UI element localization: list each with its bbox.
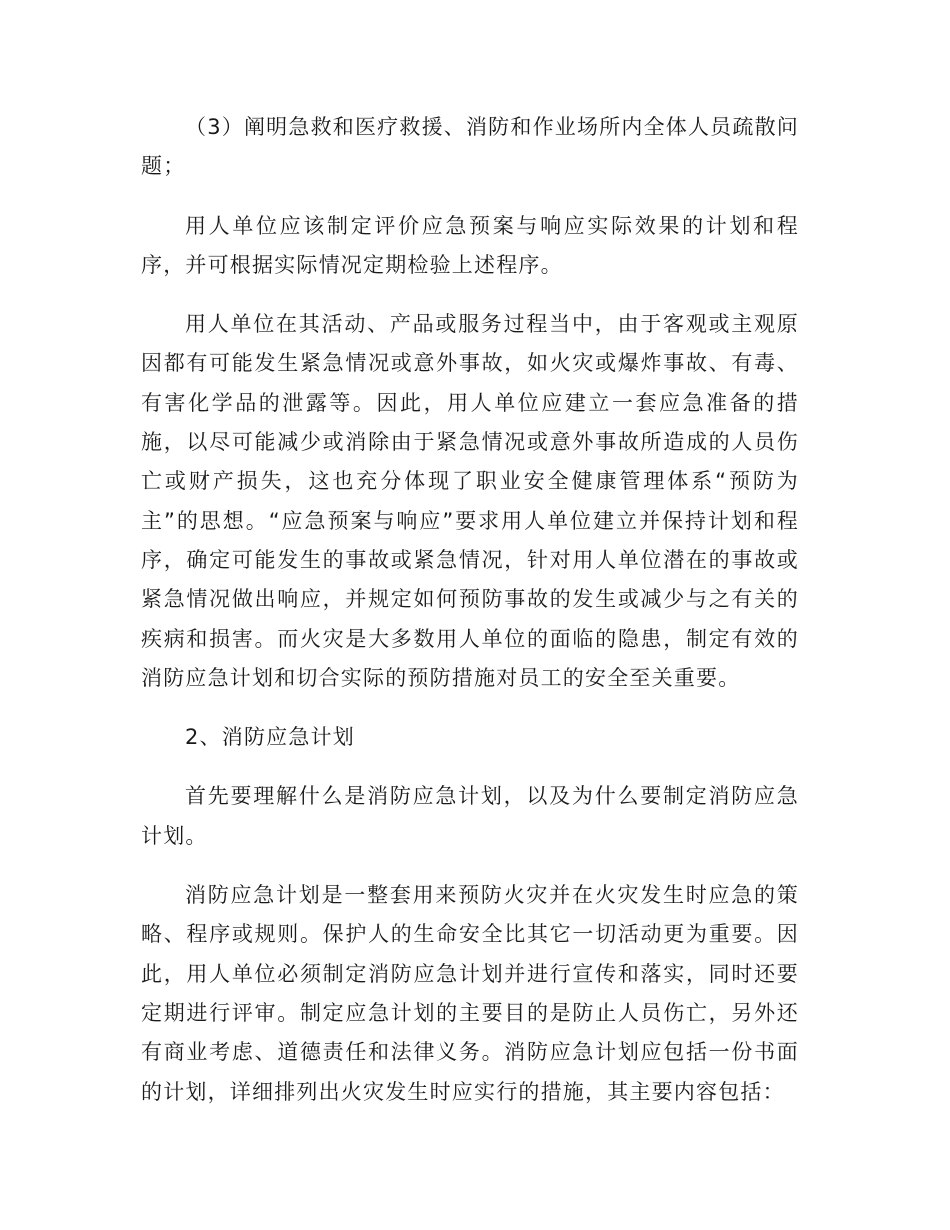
document-body [141,108,799,1132]
paragraph-evaluation-plan: 用人单位应该制定评价应急预案与响应实际效果的计划和程序，并可根据实际情况定期检验上述程序。 [141,213,799,277]
paragraph-emergency-preparedness: 用人单位在其活动、产品或服务过程当中，由于客观或主观原因都有可能发生紧急情况或意外事故，如火灾或爆炸事故、有毒、有害化学品的泄露等。因此，用人单位应建立一套应急准备的措施，以尽可能减少或消除由于紧急情况或意外事故所造成的人员伤亡或财产损失，这也充分体现了职业安全健康管理体系“预防为主”的思想。“应急预案与响应”要求用人单位建立并保持计划和程序，确定可能发生的事故或紧急情况，针对用人单位潜在的事故或紧急情况做出响应，并规定如何预防事故的发生或减少与之有关的疾病和损害。而火灾是大多数用人单位的面临的隐患，制定有效的消防应急计划和切合实际的预防措施对员工的安全至关重要。 [141,312,799,690]
section-heading-fire-plan: 2、消防应急计划 [185,725,355,750]
paragraph-evacuation-item: （3）阐明急救和医疗救援、消防和作业场所内全体人员疏散问题； [141,115,799,179]
paragraph-fire-plan-intro: 首先要理解什么是消防应急计划，以及为什么要制定消防应急计划。 [141,784,799,848]
paragraph-fire-plan-definition: 消防应急计划是一整套用来预防火灾并在火灾发生时应急的策略、程序或规则。保护人的生命安全比其它一切活动更为重要。因此，用人单位必须制定消防应急计划并进行宣传和落实，同时还要定期进行评审。制定应急计划的主要目的是防止人员伤亡，另外还有商业考虑、道德责任和法律义务。消防应急计划应包括一份书面的计划，详细排列出火灾发生时应实行的措施，其主要内容包括： [141,883,799,1104]
